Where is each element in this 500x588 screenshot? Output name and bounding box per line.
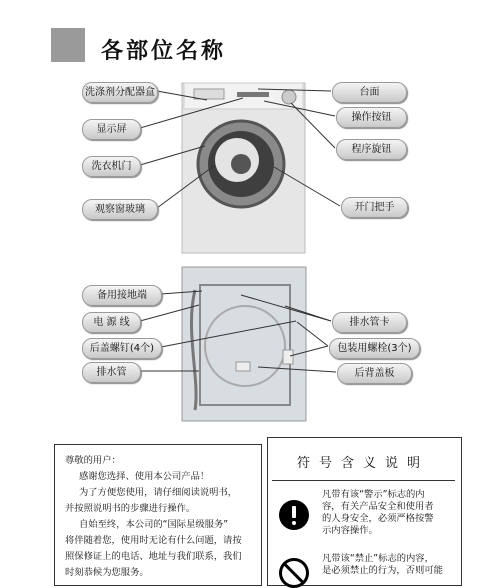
- label-drain-hose: 排水管: [82, 362, 141, 383]
- label-program-knob: 程序旋钮: [336, 139, 407, 160]
- label-door: 洗衣机门: [82, 156, 141, 177]
- note-line: 感谢您选择、使用本公司产品！: [79, 471, 210, 482]
- warning-desc-line: 凡带有该“警示”标志的内: [322, 489, 425, 500]
- label-control-buttons: 操作按钮: [336, 107, 407, 128]
- note-line: 时刻恭候为您服务。: [65, 567, 149, 578]
- symbol-panel-title: 符号含义说明: [296, 456, 429, 471]
- label-power-cord: 电 源 线: [82, 312, 141, 333]
- washer-front-image: [182, 83, 305, 253]
- label-transport-bolts: 包装用螺栓(3个): [329, 338, 420, 359]
- label-display: 显示屏: [82, 119, 141, 140]
- warning-icon: [279, 500, 309, 530]
- label-door-handle: 开门把手: [341, 197, 408, 218]
- warning-desc-line: 容，有关产品安全和使用者: [322, 501, 434, 512]
- warning-desc-line: 的人身安全，必须严格按警: [322, 513, 434, 524]
- note-line: 将伴随着您，使用时无论有什么问题，请按: [65, 535, 242, 546]
- label-countertop: 台面: [332, 82, 407, 103]
- washer-back-image: [182, 267, 306, 421]
- prohibit-icon: [279, 558, 309, 588]
- note-line: 并按照说明书的步骤进行操作。: [65, 503, 196, 514]
- prohibit-desc-line: 是必须禁止的行为，否则可能: [322, 565, 443, 576]
- label-back-cover: 后背盖板: [337, 363, 412, 384]
- note-line: 为了方便您使用，请仔细阅读说明书，: [79, 487, 238, 498]
- label-hose-clip: 排水管卡: [332, 312, 407, 333]
- note-line: 照保修证上的电话、地址与我们联系，我们: [65, 551, 242, 562]
- divider: [272, 480, 455, 481]
- label-back-screws: 后盖螺钉(4个): [82, 338, 162, 359]
- note-line: 自始至终，本公司的“国际星级服务”: [79, 519, 229, 530]
- label-window-glass: 观察窗玻璃: [82, 199, 158, 220]
- note-line: 尊敬的用户：: [65, 455, 121, 466]
- label-ground-terminal: 备用接地端: [82, 285, 162, 306]
- label-detergent-dispenser: 洗涤剂分配器盒: [82, 82, 158, 103]
- page-title: 各部位名称: [101, 39, 227, 64]
- warning-desc-line: 示内容操作。: [322, 525, 378, 536]
- prohibit-desc-line: 凡带该“禁止”标志的内容，: [322, 553, 434, 564]
